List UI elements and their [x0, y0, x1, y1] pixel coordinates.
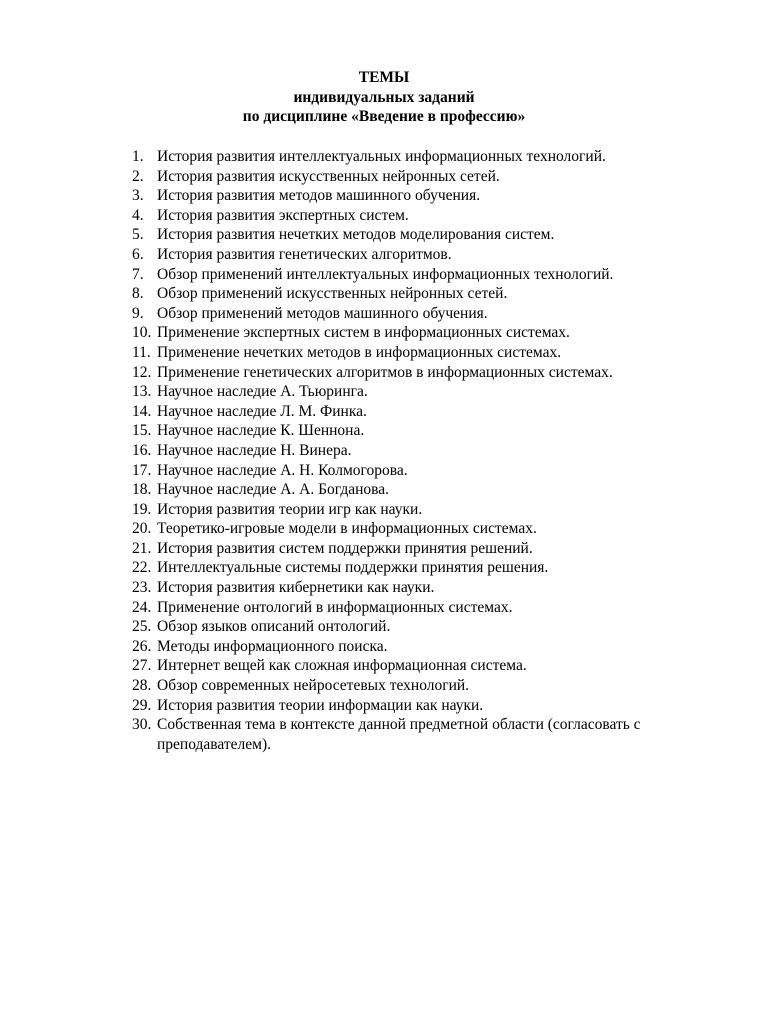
- topic-item: [132, 480, 732, 500]
- topic-item: [132, 402, 732, 422]
- heading-subtitle: индивидуальных заданий: [293, 88, 475, 106]
- topic-number: 19.: [132, 500, 152, 518]
- topic-item: [132, 539, 732, 559]
- topic-item: [132, 304, 732, 324]
- topic-text: Научное наследие Н. Винера.: [157, 441, 352, 459]
- topic-item: [132, 186, 732, 206]
- topic-text: История развития интеллектуальных информационных технологий.: [157, 148, 606, 165]
- topic-number: 23.: [132, 579, 152, 597]
- topic-item: [132, 284, 732, 304]
- topic-text: Обзор применений интеллектуальных информационных технологий.: [157, 265, 614, 283]
- topic-number: 9.: [132, 304, 144, 322]
- topic-number: 8.: [132, 285, 144, 303]
- topic-text: Методы информационного поиска.: [157, 637, 388, 655]
- topic-number: 20.: [132, 520, 152, 538]
- topic-text: Применение генетических алгоритмов в информационных системах.: [157, 363, 613, 381]
- topic-text: Научное наследие А. А. Богданова.: [157, 481, 390, 499]
- topic-text: История развития систем поддержки принятия решений.: [157, 539, 533, 557]
- topic-item: [132, 519, 732, 539]
- topic-number: 28.: [132, 677, 152, 695]
- topic-text: Интеллектуальные системы поддержки принятия решения.: [157, 559, 549, 577]
- topic-text: Собственная тема в контексте данной предметной области (согласовать с преподавателем).: [157, 716, 641, 753]
- topic-item: [132, 421, 732, 441]
- topic-item: [132, 656, 732, 676]
- topic-text: Научное наследие К. Шеннона.: [157, 422, 365, 440]
- topic-number: 1.: [132, 148, 144, 165]
- topic-item: [132, 578, 732, 598]
- topic-text: Обзор применений искусственных нейронных сетей.: [157, 285, 508, 303]
- topic-number: 18.: [132, 481, 152, 499]
- topic-number: 29.: [132, 696, 152, 714]
- document-heading: [0, 68, 768, 127]
- topic-item: [132, 245, 732, 265]
- topic-text: История развития нечетких методов моделирования систем.: [157, 226, 555, 244]
- topic-number: 6.: [132, 245, 144, 263]
- topic-number: 27.: [132, 657, 152, 675]
- topic-item: [132, 323, 732, 343]
- topic-text: Применение онтологий в информационных системах.: [157, 598, 513, 616]
- topic-text: Применение нечетких методов в информационных системах.: [157, 343, 562, 361]
- topic-number: 10.: [132, 324, 152, 342]
- topic-text: Научное наследие Л. М. Финка.: [157, 402, 367, 420]
- topic-item: [132, 558, 732, 578]
- topic-text: Обзор языков описаний онтологий.: [157, 618, 391, 636]
- topic-text: Применение экспертных систем в информационных системах.: [157, 324, 570, 342]
- topic-item: [132, 363, 732, 383]
- topic-item: [132, 225, 732, 245]
- topic-number: 15.: [132, 422, 152, 440]
- topic-item: [132, 598, 732, 618]
- topic-text: История развития методов машинного обучения.: [157, 187, 481, 205]
- topic-item: [132, 343, 732, 363]
- heading-discipline: по дисциплине «Введение в профессию»: [242, 108, 526, 125]
- topic-text: История развития экспертных систем.: [157, 206, 409, 224]
- topic-number: 21.: [132, 539, 152, 557]
- topic-number: 17.: [132, 461, 152, 479]
- topic-number: 16.: [132, 441, 152, 459]
- topic-text: История развития теории информации как науки.: [157, 696, 484, 714]
- topic-item: [132, 265, 732, 285]
- topic-item: [132, 500, 732, 520]
- heading-title: ТЕМЫ: [358, 69, 410, 86]
- topic-number: 22.: [132, 559, 152, 577]
- topic-text: История развития генетических алгоритмов.: [157, 245, 452, 263]
- topic-number: 5.: [132, 226, 144, 244]
- topic-item: [132, 147, 732, 167]
- topic-text: Обзор применений методов машинного обучения.: [157, 304, 488, 322]
- topic-text: Обзор современных нейросетевых технологий.: [157, 677, 470, 695]
- topic-text: Научное наследие А. Тьюринга.: [157, 383, 368, 401]
- topic-number: 7.: [132, 265, 144, 283]
- topic-number: 11.: [132, 343, 151, 361]
- topic-number: 2.: [132, 167, 144, 185]
- topic-text: Интернет вещей как сложная информационная система.: [157, 657, 527, 675]
- topic-number: 12.: [132, 363, 152, 381]
- topic-item: [132, 617, 732, 637]
- topic-item: [132, 441, 732, 461]
- topic-item: [132, 167, 732, 187]
- topic-number: 3.: [132, 187, 144, 205]
- topic-text: Теоретико-игровые модели в информационных системах.: [157, 520, 537, 538]
- topic-number: 4.: [132, 206, 144, 224]
- topic-item: [132, 676, 732, 696]
- topic-number: 26.: [132, 637, 152, 655]
- topic-number: 30.: [132, 716, 152, 734]
- topic-text: История развития теории игр как науки.: [157, 500, 423, 518]
- topics-list: [132, 147, 732, 754]
- topic-text: История развития кибернетики как науки.: [157, 579, 435, 597]
- topic-item: [132, 382, 732, 402]
- topic-text: История развития искусственных нейронных сетей.: [157, 167, 500, 185]
- topic-number: 14.: [132, 402, 152, 420]
- topic-item: [132, 637, 732, 657]
- topic-number: 24.: [132, 598, 152, 616]
- topic-item: [132, 206, 732, 226]
- topic-item: [132, 696, 732, 716]
- topic-text: Научное наследие А. Н. Колмогорова.: [157, 461, 408, 479]
- topic-item: [132, 715, 732, 754]
- topic-number: 13.: [132, 383, 152, 401]
- topic-item: [132, 461, 732, 481]
- topic-number: 25.: [132, 618, 152, 636]
